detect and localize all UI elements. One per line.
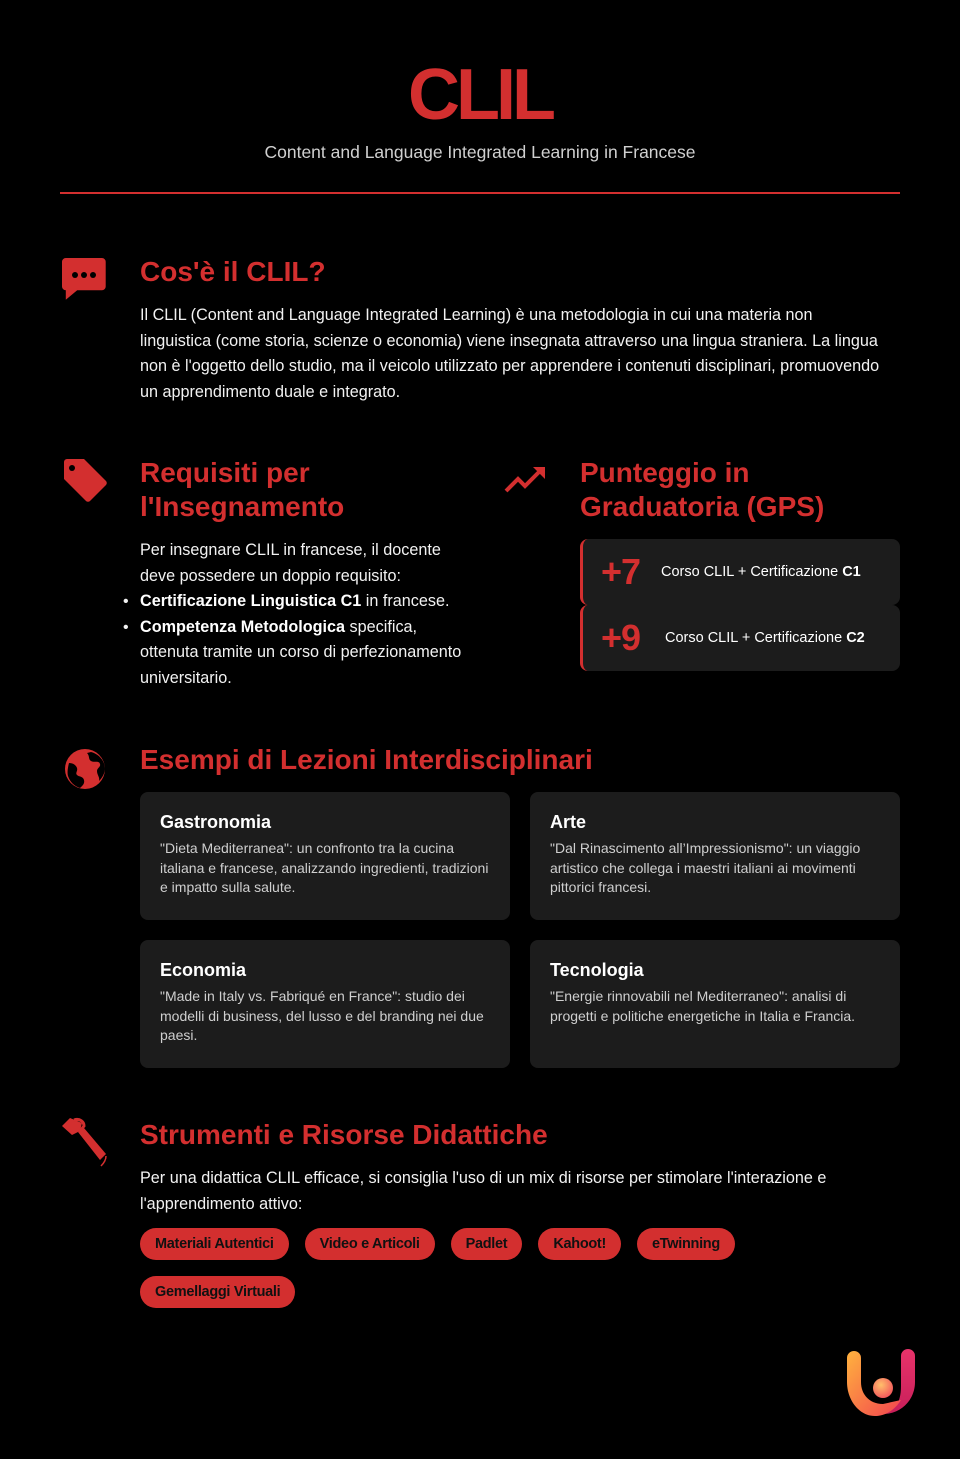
requirement-item <box>140 615 470 692</box>
section-title-score: Punteggio in Graduatoria (GPS) <box>580 457 825 522</box>
score-level: C2 <box>846 630 865 646</box>
card-text: "Dieta Mediterranea": un confronto tra la cucina italiana e francese, analizzando ingredienti, tradizioni e impatto sulla salute. <box>160 840 489 895</box>
requirement-bold: Competenza Metodologica <box>140 617 346 636</box>
chat-bubble-icon <box>60 258 108 302</box>
card-title: Arte <box>550 812 587 832</box>
tag-padlet: Padlet <box>451 1228 523 1260</box>
requirement-rest: in francese. <box>361 592 450 610</box>
score-desc <box>665 630 865 646</box>
score-label: Corso CLIL + Certificazione <box>665 630 847 646</box>
card-title: Tecnologia <box>550 960 644 980</box>
example-card-economia <box>140 940 510 1068</box>
example-card-gastronomia <box>140 792 510 920</box>
section-title-examples: Esempi di Lezioni Interdisciplinari <box>140 744 593 775</box>
requirements-list <box>140 589 470 691</box>
requirement-item <box>140 589 470 615</box>
requirements-body <box>140 538 470 691</box>
card-text: "Made in Italy vs. Fabriqué en France": studio dei modelli di business, del lusso e del branding nei due paesi. <box>160 988 484 1043</box>
card-text: "Energie rinnovabili nel Mediterraneo": analisi di progetti e politiche energetiche in Italia e Francia. <box>550 988 856 1024</box>
requirements-intro: Per insegnare CLIL in francese, il docente deve possedere un doppio requisito: <box>140 541 441 585</box>
card-title: Economia <box>160 960 247 980</box>
tag-video-articoli: Video e Articoli <box>305 1228 435 1260</box>
tag-materiali-autentici: Materiali Autentici <box>140 1228 289 1260</box>
score-level: C1 <box>842 564 861 580</box>
page-title: CLIL <box>408 55 552 135</box>
tag-etwinning: eTwinning <box>637 1228 735 1260</box>
section-title-requirements: Requisiti per l'Insegnamento <box>140 457 345 522</box>
page-subtitle: Content and Language Integrated Learning in Francese <box>264 142 696 162</box>
requirement-bold: Certificazione Linguistica C1 <box>140 592 362 610</box>
what-is-text: Il CLIL (Content and Language Integrated Learning) è una metodologia in cui una materia non linguistica (come storia, scienze o economia) viene insegnata attraverso una lingua straniera. La lingua non è l'oggetto dello studio, ma il veicolo utilizzato per apprendere i contenuti disciplinari, promuovendo un apprendimento duale e integrato. <box>140 306 880 401</box>
tools-tag-list <box>140 1228 900 1308</box>
score-points: +9 <box>601 617 641 658</box>
section-title-tools: Strumenti e Risorse Didattiche <box>140 1119 548 1150</box>
tag-gemellaggi-virtuali: Gemellaggi Virtuali <box>140 1276 295 1308</box>
score-desc <box>661 564 861 580</box>
score-label: Corso CLIL + Certificazione <box>661 564 843 580</box>
score-item-c1 <box>580 539 900 605</box>
requirement-rest: specifica, ottenuta tramite un corso di perfezionamento universitario. <box>140 617 462 687</box>
globe-icon <box>63 747 107 791</box>
tag-kahoot: Kahoot! <box>538 1228 621 1260</box>
card-title: Gastronomia <box>160 812 272 832</box>
example-card-tecnologia <box>530 940 900 1068</box>
header <box>60 0 900 194</box>
example-card-arte <box>530 792 900 920</box>
section-title-what-is: Cos'è il CLIL? <box>140 256 326 287</box>
brand-logo-icon <box>845 1348 915 1418</box>
tag-icon <box>62 458 108 504</box>
card-text: "Dal Rinascimento all’Impressionismo": un viaggio artistico che collega i maestri italiani ai movimenti pittorici francesi. <box>550 840 861 895</box>
trending-up-icon <box>503 463 547 495</box>
tools-text: Per una didattica CLIL efficace, si consiglia l'uso di un mix di risorse per stimolare l'interazione e l'apprendimento attivo: <box>140 1169 827 1213</box>
score-item-c2 <box>580 605 900 671</box>
score-points: +7 <box>601 551 641 592</box>
wrench-icon <box>60 1116 110 1168</box>
